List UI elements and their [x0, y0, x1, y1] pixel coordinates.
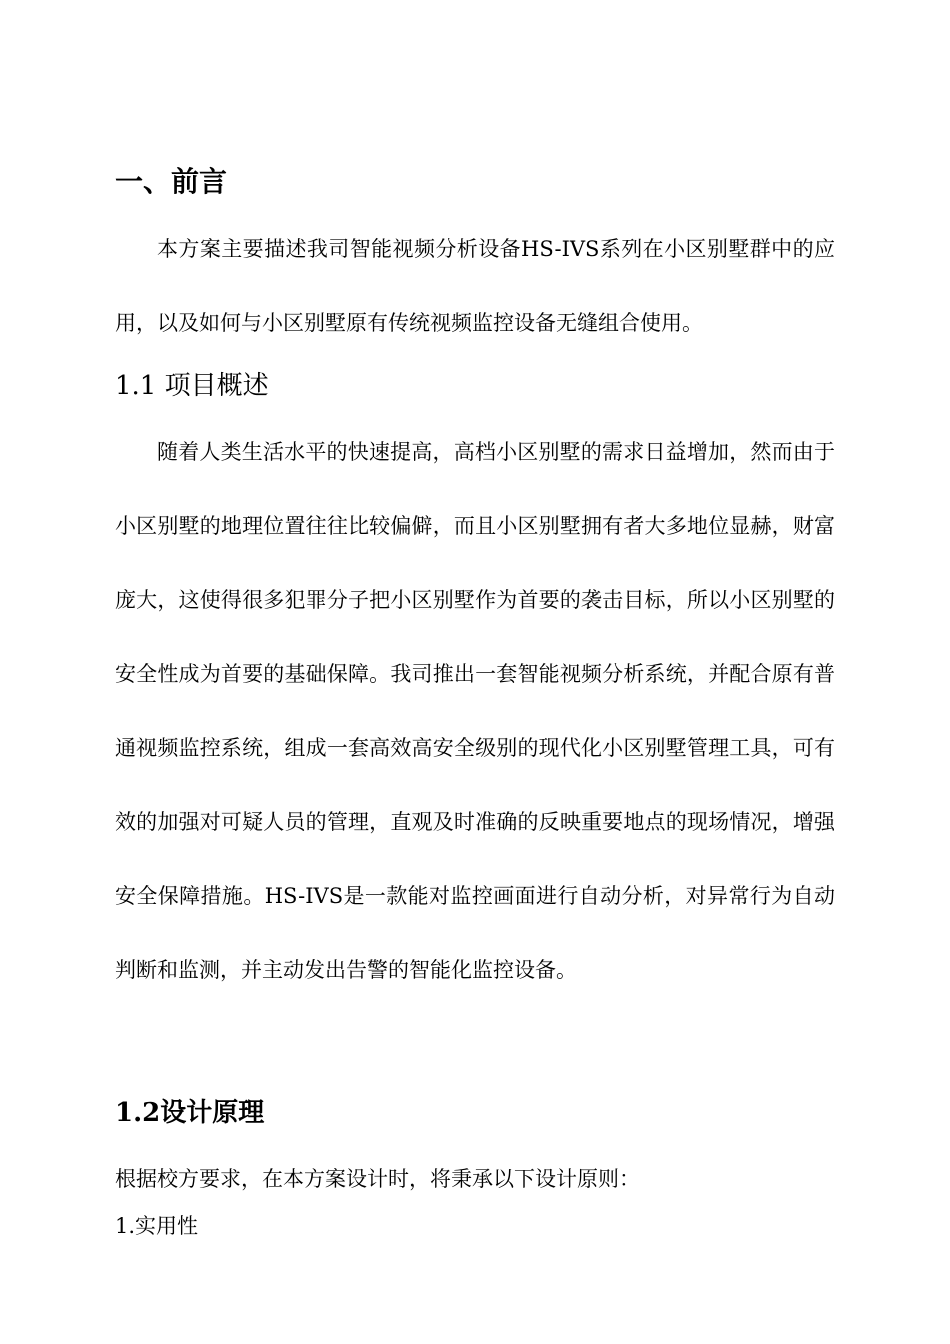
section-title-design-principle: 1.2设计原理 [115, 1098, 265, 1128]
design-principle-item-1: 1.实用性 [115, 1214, 199, 1238]
project-overview-paragraph: 随着人类生活水平的快速提高，高档小区别墅的需求日益增加，然而由于小区别墅的地理位置往往比较偏僻，而且小区别墅拥有者大多地位显赫，财富庞大，这使得很多犯罪分子把小区别墅作为首要的袭击目标，所以小区别墅的安全性成为首要的基础保障。我司推出一套智能视频分析系统，并配合原有普通视频监控系统，组成一套高效高安全级别的现代化小区别墅管理工具，可有效的加强对可疑人员的管理，直观及时准确的反映重要地点的现场情况，增强安全保障措施。HS-IVS是一款能对监控画面进行自动分析，对异常行为自动判断和监测，并主动发出告警的智能化监控设备。 [115, 440, 835, 982]
section-title-preface: 一、前言 [115, 165, 228, 198]
section-title-project-overview: 1.1 项目概述 [115, 371, 269, 401]
design-principle-intro: 根据校方要求，在本方案设计时，将秉承以下设计原则： [115, 1167, 640, 1191]
preface-paragraph: 本方案主要描述我司智能视频分析设备HS-IVS系列在小区别墅群中的应用，以及如何与小区别墅原有传统视频监控设备无缝组合使用。 [115, 237, 835, 335]
